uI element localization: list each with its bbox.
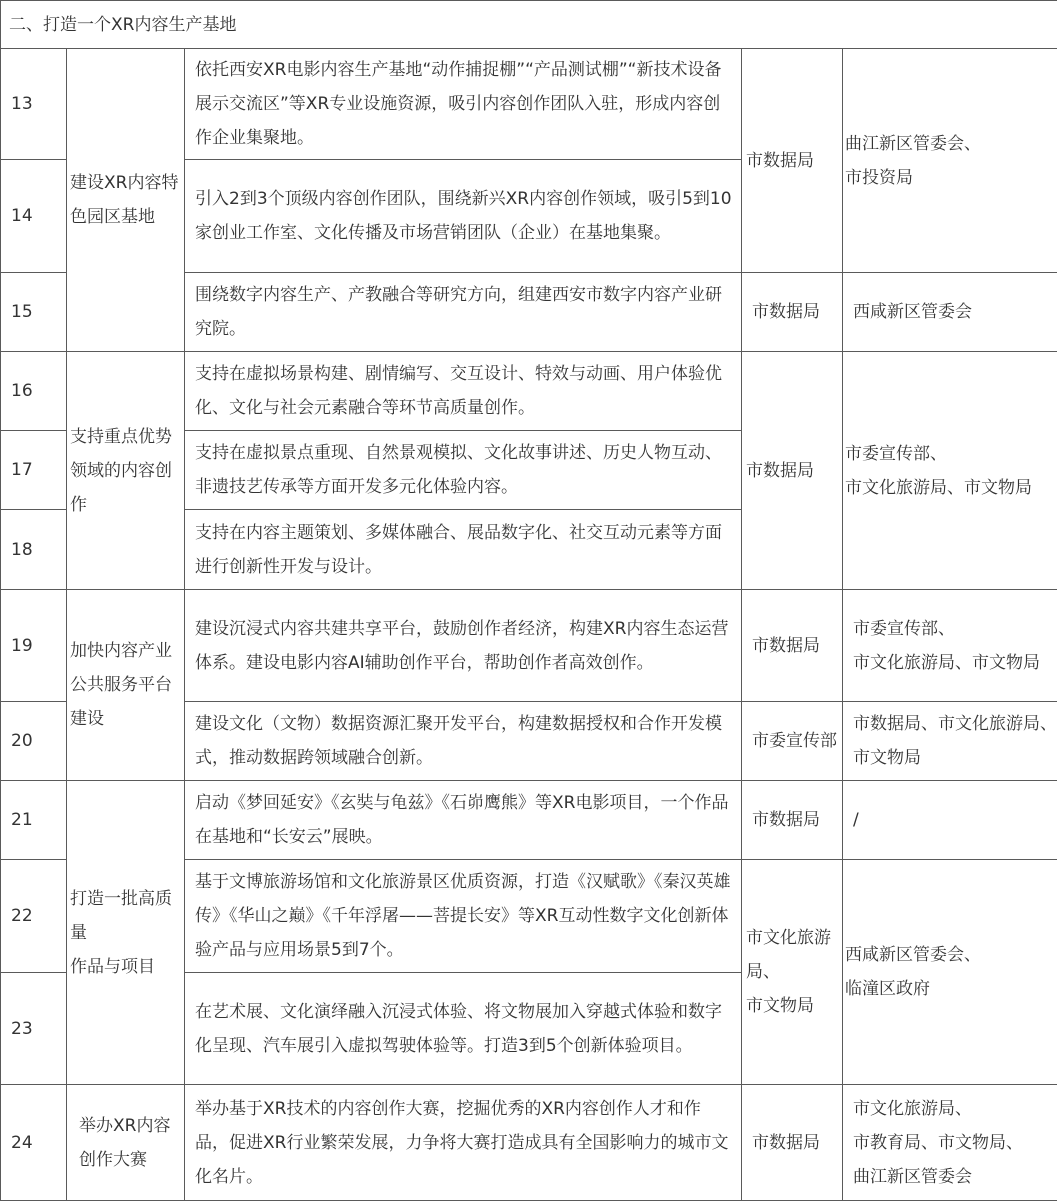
task-description: 基于文博旅游场馆和文化旅游景区优质资源，打造《汉赋歌》《秦汉英雄传》《华山之巅》《千年浮屠——菩提长安》等XR互动性数字文化创新体验产品与应用场景5到7个。 [185, 860, 742, 973]
table-row [1, 590, 1057, 702]
table-row [1, 781, 1057, 860]
row-number: 22 [1, 860, 67, 973]
category-cell: 打造一批高质量 作品与项目 [67, 781, 185, 1085]
task-description: 支持在内容主题策划、多媒体融合、展品数字化、社交互动元素等方面进行创新性开发与设计。 [185, 510, 742, 590]
row-number: 17 [1, 431, 67, 510]
category-cell: 加快内容产业公共服务平台建设 [67, 590, 185, 781]
cooperating-units: 市文化旅游局、 市教育局、市文物局、 曲江新区管委会 [843, 1085, 1057, 1201]
lead-unit: 市数据局 [742, 49, 843, 273]
task-description: 建设文化（文物）数据资源汇聚开发平台，构建数据授权和合作开发模式，推动数据跨领域融合创新。 [185, 702, 742, 781]
task-description: 支持在虚拟景点重现、自然景观模拟、文化故事讲述、历史人物互动、非遗技艺传承等方面开发多元化体验内容。 [185, 431, 742, 510]
row-number: 20 [1, 702, 67, 781]
category-cell: 支持重点优势领域的内容创作 [67, 352, 185, 590]
task-description: 引入2到3个顶级内容创作团队，围绕新兴XR内容创作领域，吸引5到10家创业工作室、文化传播及市场营销团队（企业）在基地集聚。 [185, 160, 742, 273]
task-description: 支持在虚拟场景构建、剧情编写、交互设计、特效与动画、用户体验优化、文化与社会元素融合等环节高质量创作。 [185, 352, 742, 431]
task-description: 建设沉浸式内容共建共享平台，鼓励创作者经济，构建XR内容生态运营体系。建设电影内容AI辅助创作平台，帮助创作者高效创作。 [185, 590, 742, 702]
row-number: 15 [1, 273, 67, 352]
table-row [1, 1085, 1057, 1201]
lead-unit: 市数据局 [742, 781, 843, 860]
table-row [1, 352, 1057, 431]
category-cell: 建设XR内容特色园区基地 [67, 49, 185, 352]
row-number: 23 [1, 973, 67, 1085]
task-description: 在艺术展、文化演绎融入沉浸式体验、将文物展加入穿越式体验和数字化呈现、汽车展引入虚拟驾驶体验等。打造3到5个创新体验项目。 [185, 973, 742, 1085]
lead-unit: 市文化旅游局、 市文物局 [742, 860, 843, 1085]
category-cell: 举办XR内容 创作大赛 [67, 1085, 185, 1201]
cooperating-units: 西咸新区管委会、 临潼区政府 [843, 860, 1057, 1085]
row-number: 19 [1, 590, 67, 702]
cooperating-units: 市委宣传部、 市文化旅游局、市文物局 [843, 352, 1057, 590]
lead-unit: 市数据局 [742, 1085, 843, 1201]
lead-unit: 市委宣传部 [742, 702, 843, 781]
task-description: 依托西安XR电影内容生产基地“动作捕捉棚”“产品测试棚”“新技术设备展示交流区”等XR专业设施资源，吸引内容创作团队入驻，形成内容创作企业集聚地。 [185, 49, 742, 160]
cooperating-units: 西咸新区管委会 [843, 273, 1057, 352]
cooperating-units: / [843, 781, 1057, 860]
task-description: 举办基于XR技术的内容创作大赛，挖掘优秀的XR内容创作人才和作品，促进XR行业繁荣发展，力争将大赛打造成具有全国影响力的城市文化名片。 [185, 1085, 742, 1201]
task-description: 围绕数字内容生产、产教融合等研究方向，组建西安市数字内容产业研究院。 [185, 273, 742, 352]
table-row [1, 49, 1057, 160]
row-number: 21 [1, 781, 67, 860]
section-header-row [1, 1, 1057, 49]
section-title: 二、打造一个XR内容生产基地 [1, 1, 1057, 49]
lead-unit: 市数据局 [742, 273, 843, 352]
task-description: 启动《梦回延安》《玄奘与龟兹》《石峁鹰熊》等XR电影项目，一个作品在基地和“长安云”展映。 [185, 781, 742, 860]
lead-unit: 市数据局 [742, 590, 843, 702]
row-number: 14 [1, 160, 67, 273]
cooperating-units: 曲江新区管委会、 市投资局 [843, 49, 1057, 273]
row-number: 18 [1, 510, 67, 590]
lead-unit: 市数据局 [742, 352, 843, 590]
row-number: 13 [1, 49, 67, 160]
row-number: 16 [1, 352, 67, 431]
cooperating-units: 市数据局、市文化旅游局、市文物局 [843, 702, 1057, 781]
row-number: 24 [1, 1085, 67, 1201]
cooperating-units: 市委宣传部、 市文化旅游局、市文物局 [843, 590, 1057, 702]
